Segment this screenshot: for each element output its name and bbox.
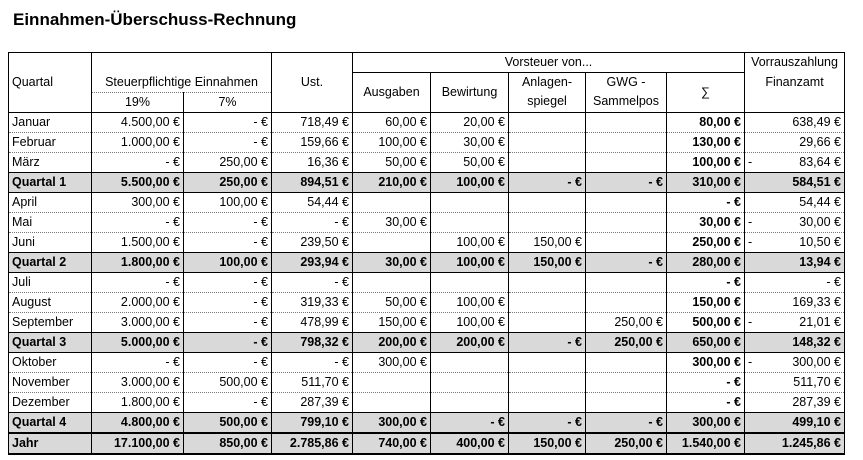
cell-bewirtung (431, 272, 509, 292)
vorauszahlung-value: 511,70 € (793, 374, 841, 389)
cell-vorauszahlung (745, 152, 845, 172)
cell-einnahmen-19: - € (92, 352, 184, 372)
cell-anlagenspiegel (509, 112, 586, 132)
cell-vorsteuer-summe: 650,00 € (667, 332, 745, 352)
quarter-total-row (9, 332, 845, 352)
cell-bewirtung (431, 392, 509, 412)
cell-einnahmen-19: 4.500,00 € (92, 112, 184, 132)
cell-vorsteuer-summe: 300,00 € (667, 412, 745, 433)
vorauszahlung-value: 21,01 € (799, 314, 841, 329)
cell-ausgaben: 60,00 € (353, 112, 431, 132)
cell-ausgaben: 30,00 € (353, 252, 431, 272)
vorauszahlung-value: 30,00 € (799, 214, 841, 229)
cell-gwg (586, 272, 667, 292)
cell-vorsteuer-summe: 280,00 € (667, 252, 745, 272)
cell-bewirtung (431, 372, 509, 392)
cell-vorauszahlung (745, 352, 845, 372)
cell-ust: 16,36 € (272, 152, 353, 172)
cell-gwg (586, 292, 667, 312)
cell-ust: 293,94 € (272, 252, 353, 272)
cell-vorauszahlung (745, 372, 845, 392)
negative-sign: - (748, 154, 753, 169)
cell-bewirtung: 200,00 € (431, 332, 509, 352)
cell-einnahmen-7: 850,00 € (184, 433, 272, 454)
table-row (9, 372, 845, 392)
cell-anlagenspiegel (509, 272, 586, 292)
vorauszahlung-value: 300,00 € (792, 354, 841, 369)
vorauszahlung-value: 584,51 € (792, 174, 841, 189)
cell-einnahmen-7: 250,00 € (184, 152, 272, 172)
header-ausgaben: Ausgaben (353, 73, 431, 113)
cell-label: August (9, 292, 92, 312)
vorauszahlung-value: 10,50 € (799, 234, 841, 249)
cell-vorauszahlung (745, 292, 845, 312)
cell-bewirtung (431, 192, 509, 212)
cell-ausgaben: 150,00 € (353, 312, 431, 332)
cell-ust: 799,10 € (272, 412, 353, 433)
cell-ausgaben: 300,00 € (353, 352, 431, 372)
table-row (9, 272, 845, 292)
cell-vorauszahlung (745, 252, 845, 272)
header-vz-spacer (745, 92, 845, 112)
table-row (9, 392, 845, 412)
cell-einnahmen-7: - € (184, 112, 272, 132)
cell-ausgaben: 50,00 € (353, 152, 431, 172)
cell-gwg: - € (586, 412, 667, 433)
cell-ust: 798,32 € (272, 332, 353, 352)
cell-einnahmen-19: - € (92, 272, 184, 292)
header-steuerpflichtige: Steuerpflichtige Einnahmen (92, 73, 272, 93)
cell-ust: 159,66 € (272, 132, 353, 152)
cell-label: Januar (9, 112, 92, 132)
cell-einnahmen-19: - € (92, 212, 184, 232)
cell-ust: 287,39 € (272, 392, 353, 412)
cell-einnahmen-7: - € (184, 392, 272, 412)
cell-vorsteuer-summe: - € (667, 272, 745, 292)
negative-sign: - (748, 354, 753, 369)
table-row (9, 192, 845, 212)
cell-anlagenspiegel (509, 372, 586, 392)
cell-ust: 718,49 € (272, 112, 353, 132)
cell-gwg (586, 152, 667, 172)
cell-anlagenspiegel: - € (509, 332, 586, 352)
cell-ust: 2.785,86 € (272, 433, 353, 454)
cell-gwg: 250,00 € (586, 312, 667, 332)
cell-bewirtung: 100,00 € (431, 172, 509, 192)
cell-vorsteuer-summe: 30,00 € (667, 212, 745, 232)
table-row (9, 312, 845, 332)
cell-ausgaben: 100,00 € (353, 132, 431, 152)
header-gwg-line1: GWG - (586, 73, 667, 93)
header-spacer (92, 53, 272, 73)
cell-gwg (586, 132, 667, 152)
quarter-total-row (9, 252, 845, 272)
cell-bewirtung (431, 352, 509, 372)
cell-gwg (586, 372, 667, 392)
cell-anlagenspiegel: 150,00 € (509, 433, 586, 454)
cell-ust: - € (272, 212, 353, 232)
cell-ust: - € (272, 272, 353, 292)
cell-einnahmen-7: 250,00 € (184, 172, 272, 192)
cell-vorauszahlung (745, 332, 845, 352)
table-row (9, 232, 845, 252)
quarter-total-row (9, 412, 845, 433)
cell-label: November (9, 372, 92, 392)
cell-label: September (9, 312, 92, 332)
cell-label: Mai (9, 212, 92, 232)
cell-gwg (586, 352, 667, 372)
header-7: 7% (184, 92, 272, 112)
cell-anlagenspiegel (509, 392, 586, 412)
cell-ausgaben: 210,00 € (353, 172, 431, 192)
cell-bewirtung: 400,00 € (431, 433, 509, 454)
cell-einnahmen-19: 2.000,00 € (92, 292, 184, 312)
vorauszahlung-value: - € (826, 274, 841, 289)
header-19: 19% (92, 92, 184, 112)
cell-label: März (9, 152, 92, 172)
cell-einnahmen-7: - € (184, 352, 272, 372)
cell-vorsteuer-summe: 500,00 € (667, 312, 745, 332)
vorauszahlung-value: 83,64 € (799, 154, 841, 169)
cell-anlagenspiegel: - € (509, 412, 586, 433)
cell-label: Jahr (9, 433, 92, 454)
cell-vorauszahlung (745, 392, 845, 412)
cell-einnahmen-19: 1.000,00 € (92, 132, 184, 152)
cell-vorsteuer-summe: 130,00 € (667, 132, 745, 152)
table-row (9, 112, 845, 132)
cell-ausgaben (353, 392, 431, 412)
cell-gwg: - € (586, 252, 667, 272)
cell-anlagenspiegel (509, 312, 586, 332)
cell-label: Juni (9, 232, 92, 252)
cell-label: Dezember (9, 392, 92, 412)
header-vorsteuer: Vorsteuer von... (353, 53, 745, 73)
cell-vorauszahlung (745, 192, 845, 212)
cell-bewirtung: 100,00 € (431, 232, 509, 252)
cell-einnahmen-7: - € (184, 312, 272, 332)
vorauszahlung-value: 148,32 € (792, 334, 841, 349)
header-quartal: Quartal (9, 53, 92, 113)
cell-label: Quartal 3 (9, 332, 92, 352)
cell-einnahmen-7: 100,00 € (184, 192, 272, 212)
cell-ausgaben: 200,00 € (353, 332, 431, 352)
cell-einnahmen-7: - € (184, 132, 272, 152)
vorauszahlung-value: 499,10 € (792, 414, 841, 429)
cell-anlagenspiegel: 150,00 € (509, 232, 586, 252)
cell-vorsteuer-summe: - € (667, 372, 745, 392)
cell-einnahmen-7: - € (184, 212, 272, 232)
cell-einnahmen-7: 100,00 € (184, 252, 272, 272)
cell-einnahmen-19: 5.500,00 € (92, 172, 184, 192)
cell-bewirtung: 100,00 € (431, 292, 509, 312)
cell-vorsteuer-summe: 1.540,00 € (667, 433, 745, 454)
cell-bewirtung: 20,00 € (431, 112, 509, 132)
cell-einnahmen-7: - € (184, 292, 272, 312)
header-sigma: ∑ (667, 73, 745, 113)
cell-einnahmen-7: - € (184, 232, 272, 252)
cell-vorsteuer-summe: 150,00 € (667, 292, 745, 312)
quarter-total-row (9, 172, 845, 192)
cell-bewirtung: 30,00 € (431, 132, 509, 152)
header-ust: Ust. (272, 53, 353, 113)
cell-ausgaben (353, 372, 431, 392)
cell-label: Oktober (9, 352, 92, 372)
header-vz-line2: Finanzamt (745, 73, 845, 93)
cell-gwg (586, 232, 667, 252)
cell-vorsteuer-summe: - € (667, 192, 745, 212)
cell-einnahmen-19: 3.000,00 € (92, 372, 184, 392)
cell-vorsteuer-summe: 310,00 € (667, 172, 745, 192)
cell-vorsteuer-summe: 100,00 € (667, 152, 745, 172)
cell-ausgaben: 30,00 € (353, 212, 431, 232)
negative-sign: - (748, 314, 753, 329)
cell-ausgaben (353, 192, 431, 212)
cell-einnahmen-7: 500,00 € (184, 412, 272, 433)
cell-vorauszahlung (745, 112, 845, 132)
cell-vorsteuer-summe: - € (667, 392, 745, 412)
header-anlagen-line2: spiegel (509, 92, 586, 112)
cell-gwg (586, 192, 667, 212)
cell-anlagenspiegel: 150,00 € (509, 252, 586, 272)
cell-vorauszahlung (745, 132, 845, 152)
cell-vorsteuer-summe: 80,00 € (667, 112, 745, 132)
cell-einnahmen-19: 300,00 € (92, 192, 184, 212)
header-anlagen-line1: Anlagen- (509, 73, 586, 93)
cell-einnahmen-19: 17.100,00 € (92, 433, 184, 454)
vorauszahlung-value: 287,39 € (792, 394, 841, 409)
cell-ust: 319,33 € (272, 292, 353, 312)
cell-ausgaben: 300,00 € (353, 412, 431, 433)
cell-ausgaben: 50,00 € (353, 292, 431, 312)
cell-ust: 511,70 € (272, 372, 353, 392)
vorauszahlung-value: 13,94 € (799, 254, 841, 269)
header-vz-line1: Vorrauszahlung (745, 53, 845, 73)
cell-bewirtung: 100,00 € (431, 312, 509, 332)
vorauszahlung-value: 169,33 € (792, 294, 841, 309)
cell-gwg: 250,00 € (586, 433, 667, 454)
cell-einnahmen-19: 3.000,00 € (92, 312, 184, 332)
table-row (9, 212, 845, 232)
year-total-row (9, 433, 845, 454)
cell-bewirtung: 100,00 € (431, 252, 509, 272)
table-row (9, 152, 845, 172)
cell-vorsteuer-summe: 300,00 € (667, 352, 745, 372)
cell-label: Quartal 2 (9, 252, 92, 272)
cell-einnahmen-19: 4.800,00 € (92, 412, 184, 433)
cell-vorauszahlung (745, 272, 845, 292)
cell-vorauszahlung (745, 232, 845, 252)
cell-ausgaben (353, 232, 431, 252)
cell-ust: 239,50 € (272, 232, 353, 252)
header-bewirtung: Bewirtung (431, 73, 509, 113)
cell-label: Juli (9, 272, 92, 292)
cell-anlagenspiegel: - € (509, 172, 586, 192)
table-row (9, 132, 845, 152)
cell-vorauszahlung (745, 172, 845, 192)
cell-einnahmen-19: 1.800,00 € (92, 252, 184, 272)
cell-einnahmen-19: 1.500,00 € (92, 232, 184, 252)
sheet-title: Einnahmen-Überschuss-Rechnung (13, 10, 297, 29)
cell-ust: 894,51 € (272, 172, 353, 192)
cell-einnahmen-19: 5.000,00 € (92, 332, 184, 352)
cell-anlagenspiegel (509, 292, 586, 312)
cell-gwg: - € (586, 172, 667, 192)
cell-gwg: 250,00 € (586, 332, 667, 352)
cell-bewirtung: - € (431, 412, 509, 433)
cell-anlagenspiegel (509, 132, 586, 152)
eur-table (8, 52, 845, 455)
vorauszahlung-value: 1.245,86 € (781, 435, 841, 450)
cell-label: Februar (9, 132, 92, 152)
cell-label: Quartal 4 (9, 412, 92, 433)
cell-bewirtung (431, 212, 509, 232)
cell-ausgaben (353, 272, 431, 292)
cell-ust: 478,99 € (272, 312, 353, 332)
negative-sign: - (748, 234, 753, 249)
cell-anlagenspiegel (509, 152, 586, 172)
cell-ust: - € (272, 352, 353, 372)
cell-einnahmen-19: 1.800,00 € (92, 392, 184, 412)
cell-ausgaben: 740,00 € (353, 433, 431, 454)
cell-einnahmen-7: - € (184, 272, 272, 292)
cell-vorsteuer-summe: 250,00 € (667, 232, 745, 252)
cell-anlagenspiegel (509, 212, 586, 232)
cell-einnahmen-7: - € (184, 332, 272, 352)
negative-sign: - (748, 214, 753, 229)
cell-vorauszahlung (745, 212, 845, 232)
cell-vorauszahlung (745, 312, 845, 332)
cell-anlagenspiegel (509, 352, 586, 372)
vorauszahlung-value: 29,66 € (799, 134, 841, 149)
header-gwg-line2: Sammelpos (586, 92, 667, 112)
cell-label: Quartal 1 (9, 172, 92, 192)
cell-vorauszahlung (745, 412, 845, 433)
cell-gwg (586, 392, 667, 412)
cell-vorauszahlung (745, 433, 845, 454)
vorauszahlung-value: 54,44 € (799, 194, 841, 209)
cell-ust: 54,44 € (272, 192, 353, 212)
cell-anlagenspiegel (509, 192, 586, 212)
table-row (9, 292, 845, 312)
cell-einnahmen-19: - € (92, 152, 184, 172)
cell-gwg (586, 112, 667, 132)
cell-label: April (9, 192, 92, 212)
cell-bewirtung: 50,00 € (431, 152, 509, 172)
vorauszahlung-value: 638,49 € (792, 114, 841, 129)
cell-gwg (586, 212, 667, 232)
table-row (9, 352, 845, 372)
cell-einnahmen-7: 500,00 € (184, 372, 272, 392)
